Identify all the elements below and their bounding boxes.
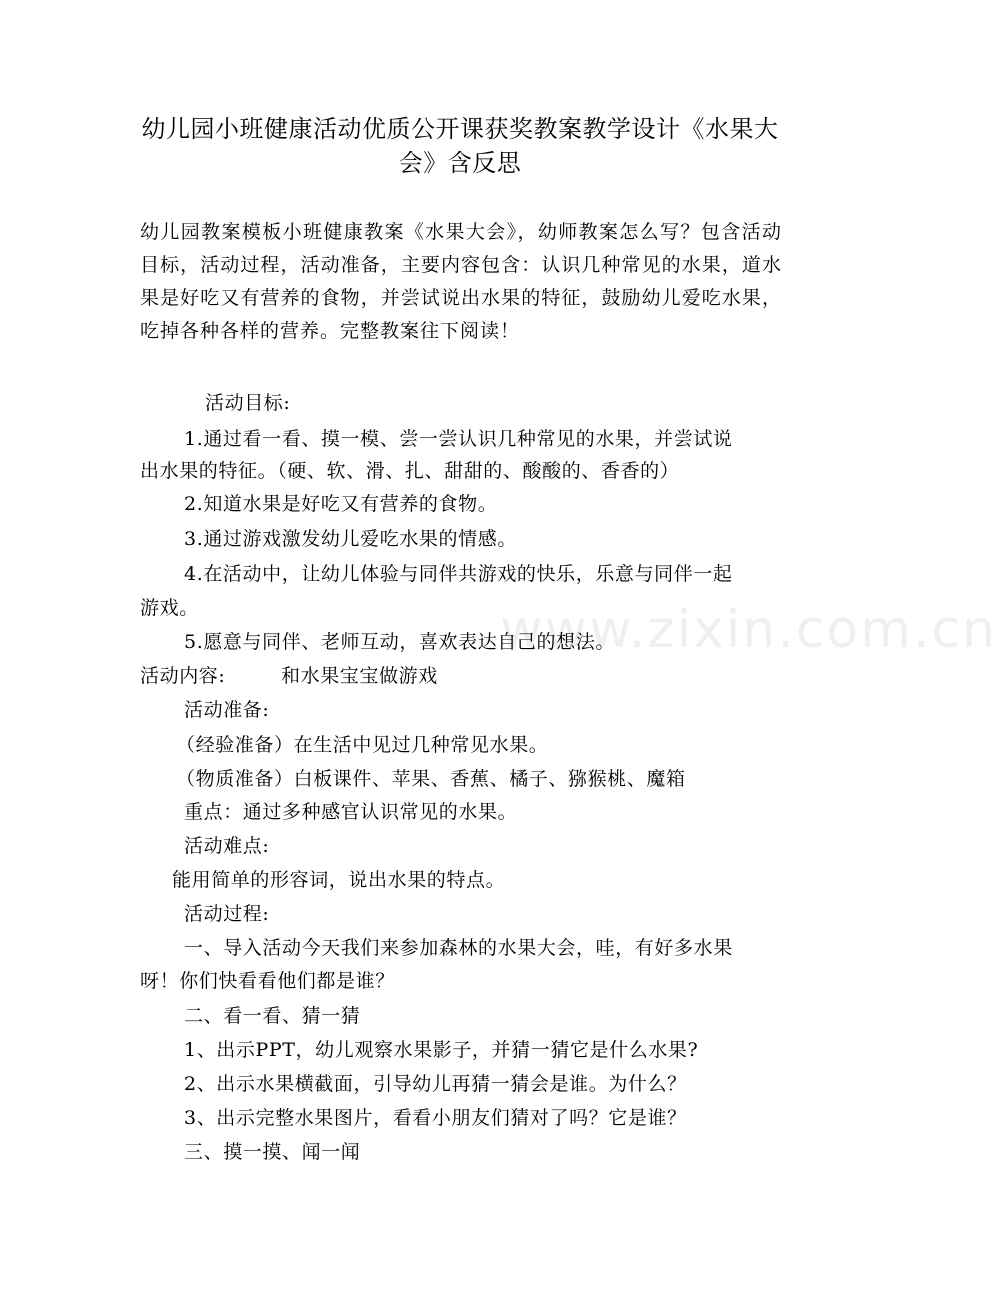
process-step-2-1: 1、出示PPT，幼儿观察水果影子，并猜一猜它是什么水果?: [184, 1039, 699, 1061]
process-step-2-2: 2、出示水果横截面，引导幼儿再猜一猜会是谁。为什么？: [184, 1073, 687, 1095]
goal-2: 2.知道水果是好吃又有营养的食物。: [184, 493, 498, 515]
goal-4-line-1: 4.在活动中，让幼儿体验与同伴共游戏的快乐，乐意与同伴一起: [184, 563, 733, 585]
difficulty-heading: 活动难点:: [184, 835, 270, 857]
goal-1-line-2: 出水果的特征。（硬、软、滑、扎、甜甜的、酸酸的、香香的）: [140, 460, 680, 482]
goal-4-line-2: 游戏。: [140, 597, 199, 619]
process-step-1-line-1: 一、导入活动今天我们来参加森林的水果大会，哇，有好多水果: [184, 937, 733, 959]
prep-experience: （经验准备）在生活中见过几种常见水果。: [176, 734, 549, 756]
goal-3: 3.通过游戏激发幼儿爱吃水果的情感。: [184, 528, 517, 550]
goal-1-line-1: 1.通过看一看、摸一模、尝一尝认识几种常见的水果，并尝试说: [184, 428, 733, 450]
content-value: 和水果宝宝做游戏: [281, 665, 438, 687]
intro-paragraph: 幼儿园教案模板小班健康教案《水果大会》，幼师教案怎么写？包含活动目标，活动过程，活动准备，主要内容包含：认识几种常见的水果，道水果是好吃又有营养的食物，并尝试说出水果的特征，鼓励幼儿爱吃水果，吃掉各种各样的营养。完整教案往下阅读！: [140, 221, 782, 342]
process-step-2: 二、看一看、猜一猜: [184, 1005, 361, 1027]
document-title: 幼儿园小班健康活动优质公开课获奖教案教学设计《水果大会》含反思: [141, 115, 779, 177]
goal-5: 5.愿意与同伴、老师互动，喜欢表达自己的想法。: [184, 631, 615, 653]
process-step-1-line-2: 呀！你们快看看他们都是谁？: [140, 970, 395, 992]
process-step-2-3: 3、出示完整水果图片，看看小朋友们猜对了吗？它是谁？: [184, 1107, 687, 1129]
difficulty: 能用简单的形容词，说出水果的特点。: [172, 869, 506, 891]
prep-materials: （物质准备）白板课件、苹果、香蕉、橘子、猕猴桃、魔箱: [176, 768, 686, 790]
process-heading: 活动过程:: [184, 903, 270, 925]
content-label: 活动内容:: [140, 665, 226, 687]
key-point: 重点：通过多种感官认识常见的水果。: [184, 801, 518, 823]
goals-heading: 活动目标:: [205, 392, 291, 414]
process-step-3: 三、摸一摸、闻一闻: [184, 1141, 361, 1163]
prep-heading: 活动准备:: [184, 699, 270, 721]
watermark: www.zixin.com.cn: [500, 600, 997, 660]
